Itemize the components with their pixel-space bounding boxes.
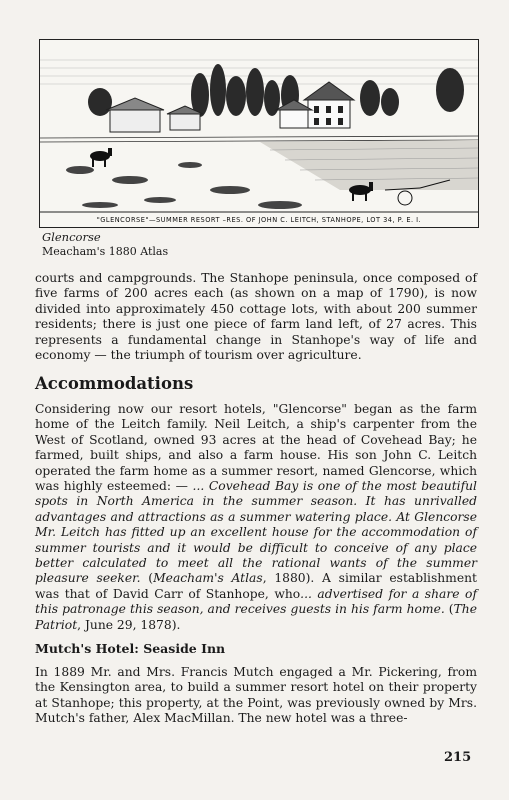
engraving-caption: "GLENCORSE"—SUMMER RESORT –RES. OF JOHN C. LEITCH, STANHOPE, LOT 34, P. E. I. <box>96 216 422 224</box>
page-number: 215 <box>444 750 472 765</box>
subsection-heading: Mutch's Hotel: Seaside Inn <box>35 641 226 656</box>
para-text-4: ( <box>444 602 454 617</box>
para-text-5: , June 29, 1878). <box>77 617 181 632</box>
quote-patriot: ... advertised for a share of this patronage this season, and receives guests in his farm home. <box>35 586 477 617</box>
para-text-3: , 1880). A similar establishment was that of David Carr of Stanhope, who <box>35 571 477 601</box>
source-meacham: Meacham's Atlas <box>153 571 263 586</box>
source-patriot: The Patriot <box>35 602 477 632</box>
para-text-1: Considering now our resort hotels, "Glencorse" began as the farm home of the Leitch family. Neil Leitch, a ship's carpenter from the West of Scotland, owned 93 acres at the head of Covehead Bay; he farmed, built ships, and also a farm house. His son John C. Leitch operated the farm home as a summer resort, named Glencorse, which was highly esteemed: — <box>35 402 477 494</box>
paragraph-campgrounds: courts and campgrounds. The Stanhope peninsula, once composed of five farms of 200 acres each (as shown on a map of 1790), is now divided into approximately 450 cottage lots, with about 200 summer residents; there is just one piece of farm land left, of 27 acres. This represents a fundamental change in Stanhope's way of life and economy — the triumph of tourism over agriculture. <box>35 271 477 363</box>
section-heading: Accommodations <box>35 374 194 393</box>
paragraph-glencorse <box>35 402 477 633</box>
paragraph-mutch-hotel: In 1889 Mr. and Mrs. Francis Mutch engaged a Mr. Pickering, from the Kensington area, to build a summer resort hotel on their property at Stanhope; this property, at the Point, was previously owned by Mrs. Mutch's father, Alex MacMillan. The new hotel was a three- <box>35 665 477 726</box>
para-text-2: ( <box>140 571 154 586</box>
farm-engraving <box>40 40 478 227</box>
caption-source: Meacham's 1880 Atlas <box>42 245 169 258</box>
caption-title: Glencorse <box>42 230 101 244</box>
glencorse-illustration <box>39 39 479 228</box>
quote-meacham: ... Covehead Bay is one of the most beautiful spots in North America in the summer season. It has unrivalled advantages and attractions as a summer watering place. At Glencorse Mr. Leitch has fitted up an excellent house for the accommodation of summer tourists and it would be difficult to conceive of any place better calculated to meet all the rational wants of the summer pleasure seeker. <box>35 479 477 586</box>
